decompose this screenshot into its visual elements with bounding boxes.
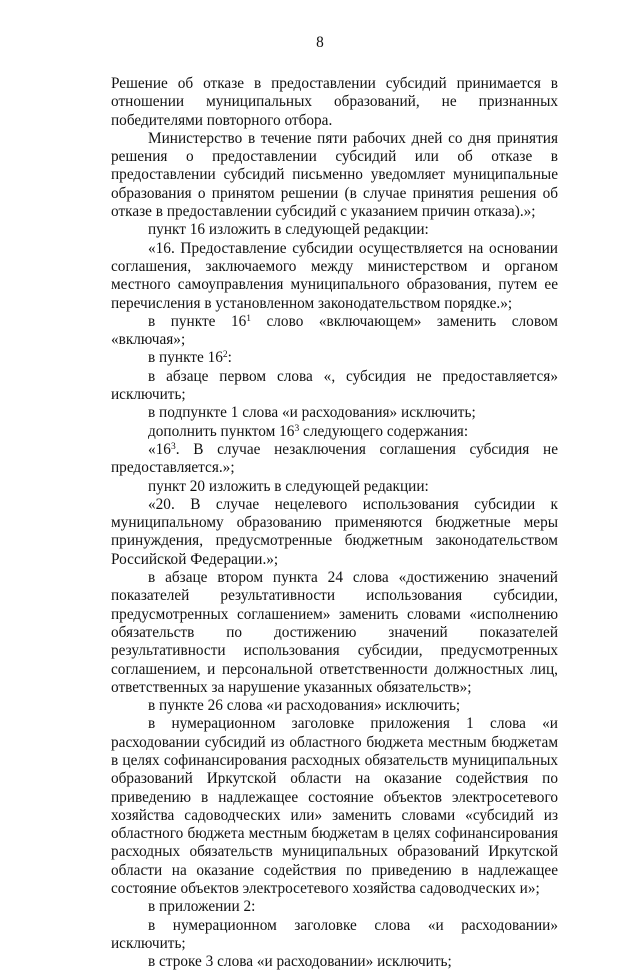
text-part: следующего содержания: <box>299 422 469 440</box>
paragraph-item-16-2 <box>111 349 558 367</box>
paragraph-item-16-3-end: предоставляется.»; <box>111 459 235 477</box>
superscript: 3 <box>294 423 300 434</box>
paragraph-appendix-2: в приложении 2: <box>148 898 256 916</box>
paragraph-item-26: в пункте 26 слова «и расходования» исключить; <box>148 697 461 715</box>
paragraph-add-item-16-3 <box>111 423 558 441</box>
paragraph-item-20-intro: пункт 20 изложить в следующей редакции: <box>148 477 429 495</box>
paragraph-item-16-text: «16. Предоставление субсидии осуществляется на основании соглашения, заключаемого между министерством и органом местного самоуправления муниципального образования, путем ее перечисления в установленном законодательством порядке.»; <box>111 239 558 312</box>
superscript: 3 <box>170 441 176 452</box>
paragraph-refusal-decision: Решение об отказе в предоставлении субсидий принимается в отношении муниципальных образований, не признанных победителями повторного отбора. <box>111 75 558 129</box>
paragraph-appendix-1: в нумерационном заголовке приложения 1 слова «и расходовании субсидий из областного бюджета местным бюджетам в целях софинансирования расходных обязательств муниципальных образований Иркутской области на оказание содействия по приведению в надлежащее состояние объектов электросетевого хозяйства садоводческих или» заменить словами «субсидий из областного бюджета местным бюджетам в целях софинансирования расходных обязательств муниципальных образований Иркутской области на оказание содействия по приведению в надлежащее состояние объектов электросетевого хозяйства садоводческих и»; <box>111 715 558 898</box>
paragraph-subitem-1: в подпункте 1 слова «и расходования» исключить; <box>148 404 476 422</box>
text-part: в пункте 16 <box>148 349 223 367</box>
paragraph-item-20-text: «20. В случае нецелевого использования субсидии к муниципальному образованию применяются бюджетные меры принуждения, предусмотренные бюджетным законодательством Российской Федерации.»; <box>111 495 558 568</box>
paragraph-ministry-notification: Министерство в течение пяти рабочих дней со дня принятия решения о предоставлении субсидий или об отказе в предоставлении субсидий письменно уведомляет муниципальные образования о принятом решении (в случае принятия решения об отказе в предоставлении субсидий с указанием причин отказа).»; <box>111 129 558 221</box>
text-part: «16 <box>148 440 171 458</box>
paragraph-item-24: в абзаце втором пункта 24 слова «достижению значений показателей результативности использования субсидии, предусмотренных соглашением» заменить словами «исполнению обязательств по достижению значений показателей результативности использования субсидии, предусмотренных соглашением, и персональной ответственности должностных лиц, ответственных за нарушение указанных обязательств»; <box>111 569 558 696</box>
paragraph-appendix-2-row-3: в строке 3 слова «и расходовании» исключить; <box>148 953 452 971</box>
superscript: 1 <box>246 313 251 324</box>
superscript: 2 <box>222 350 228 361</box>
document-body <box>111 75 558 972</box>
paragraph-item-16-1 <box>111 313 558 350</box>
text-part: в пункте 16 <box>148 312 247 330</box>
paragraph-appendix-2-header: в нумерационном заголовке слова «и расходовании» исключить; <box>111 916 558 952</box>
paragraph-item-16-3-text <box>111 441 558 459</box>
text-part: дополнить пунктом 16 <box>148 422 295 440</box>
text-part: слово «включающем» заменить словом «включая»; <box>111 312 558 349</box>
paragraph-item-16-intro: пункт 16 изложить в следующей редакции: <box>148 221 429 239</box>
text-part: . В случае незаключения соглашения субсидия не <box>175 440 558 458</box>
page-number: 8 <box>316 34 324 51</box>
text-part: : <box>227 349 232 367</box>
paragraph-first-abzac: в абзаце первом слова «, субсидия не предоставляется» исключить; <box>111 367 558 404</box>
